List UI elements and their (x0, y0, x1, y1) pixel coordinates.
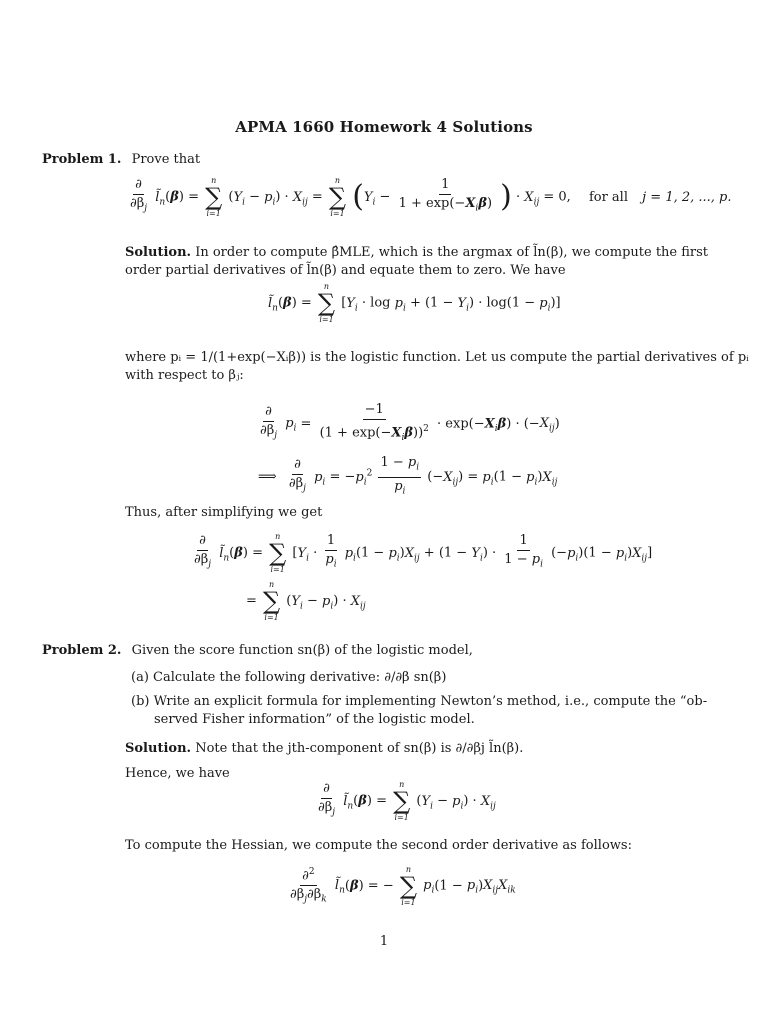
where-line-2: with respect to βⱼ: (125, 368, 244, 383)
problem-1-statement (42, 152, 200, 168)
problem-1-label: Problem 1. (42, 152, 122, 167)
solution-2-text: Note that the jth-component of sn(β) is ∂/∂βj l̃n(β). (195, 741, 524, 756)
where-line-1: where pᵢ = 1/(1+exp(−Xᵢβ)) is the logistic function. Let us compute the partial derivatives of pᵢ (125, 350, 749, 365)
equation-score-component: $\frac{\partial}{\partial\beta_j}$ $l̃_n(\beta)$ = n ∑ i=1 $(Y_i - p_i) \cdot X_{ij}$ (318, 780, 496, 822)
thus-line: Thus, after simplifying we get (125, 505, 323, 520)
problem-2-item-b-line1: (b) Write an explicit formula for implementing Newton’s method, i.e., compute the “ob- (131, 694, 708, 709)
equation-derivation-step2: = n ∑ i=1 $(Y_i - p_i) \cdot X_{ij}$ (246, 580, 366, 622)
for-all-text: for all (588, 189, 628, 205)
problem-1-solution-line1 (125, 245, 708, 261)
page-number: 1 (379, 934, 389, 949)
equation-derivation-step1: $\frac{\partial}{\partial\beta_j}$ $l̃_n(\beta)$ = n ∑ i=1 [$Y_i$ · $\frac{1}{p_i}$ $p_i(1 - p_i)X_{ij} + (1 - Y_i)$ · $\frac{1}{1 - p_i}$ $(-p_i)(1 - p_i)X_{ij}$] (194, 532, 653, 574)
problem-2-item-a: (a) Calculate the following derivative: ∂/∂β sn(β) (131, 670, 447, 685)
problem-2-statement (42, 643, 473, 659)
problem-1-solution-label: Solution. (125, 245, 192, 260)
problem-2-solution-label: Solution. (125, 741, 192, 756)
hessian-line: To compute the Hessian, we compute the second order derivative as follows: (125, 838, 632, 853)
problem-2-text: Given the score function sn(β) of the logistic model, (131, 643, 473, 658)
problem-2-solution-line1 (125, 741, 523, 757)
solution-text-1: In order to compute β̂MLE, which is the argmax of l̃n(β), we compute the first (195, 245, 709, 260)
problem-2-item-b-line2: served Fisher information” of the logistic model. (154, 712, 475, 727)
problem-1-solution-line2: order partial derivatives of l̃n(β) and equate them to zero. We have (125, 263, 566, 278)
equation-hessian: $\frac{\partial^2}{\partial\beta_j\partial\beta_k}$ $l̃_n(\beta)$ = − n ∑ i=1 $p_i(1 - p_i)X_{ij}X_{ik}$ (290, 864, 516, 907)
problem-2-label: Problem 2. (42, 643, 122, 658)
equation-dp-simplified: ⟹ $\frac{\partial}{\partial\beta_j}$ $p_i = -p_i^2$ $\frac{1 - p_i}{p_i}$ $(-X_{ij}) = p_i(1 - p_i)X_{ij}$ (258, 455, 558, 497)
equation-log-likelihood: $l̃_n(\beta)$ = n ∑ i=1 $[Y_i \cdot \log p_i + (1 - Y_i) \cdot \log(1 - p_i)]$ (268, 282, 561, 324)
problem-1-text: Prove that (131, 152, 201, 167)
equation-score-gradient: $\frac{\partial}{\partial\beta_j}$ $l̃_n(\beta)$ = n ∑ i=1 $(Y_i - p_i) \cdot X_{ij}$ = n ∑ i=1 ($Y_i$ − $\frac{1}{1 + \exp(-X_i\beta)}$ ) · $X_{ij} = 0$, for all j = 1, 2, ..., p. (130, 176, 732, 218)
hence-line: Hence, we have (125, 766, 230, 781)
equation-dp-dbeta: $\frac{\partial}{\partial\beta_j}$ $p_i$ = $\frac{-1}{(1 + \exp(-X_i\beta))^2}$ · $\exp(-X_i\beta) \cdot (-X_{ij})$ (260, 402, 560, 443)
index-range: j = 1, 2, ..., p. (642, 189, 732, 205)
page-title: APMA 1660 Homework 4 Solutions (235, 118, 533, 136)
